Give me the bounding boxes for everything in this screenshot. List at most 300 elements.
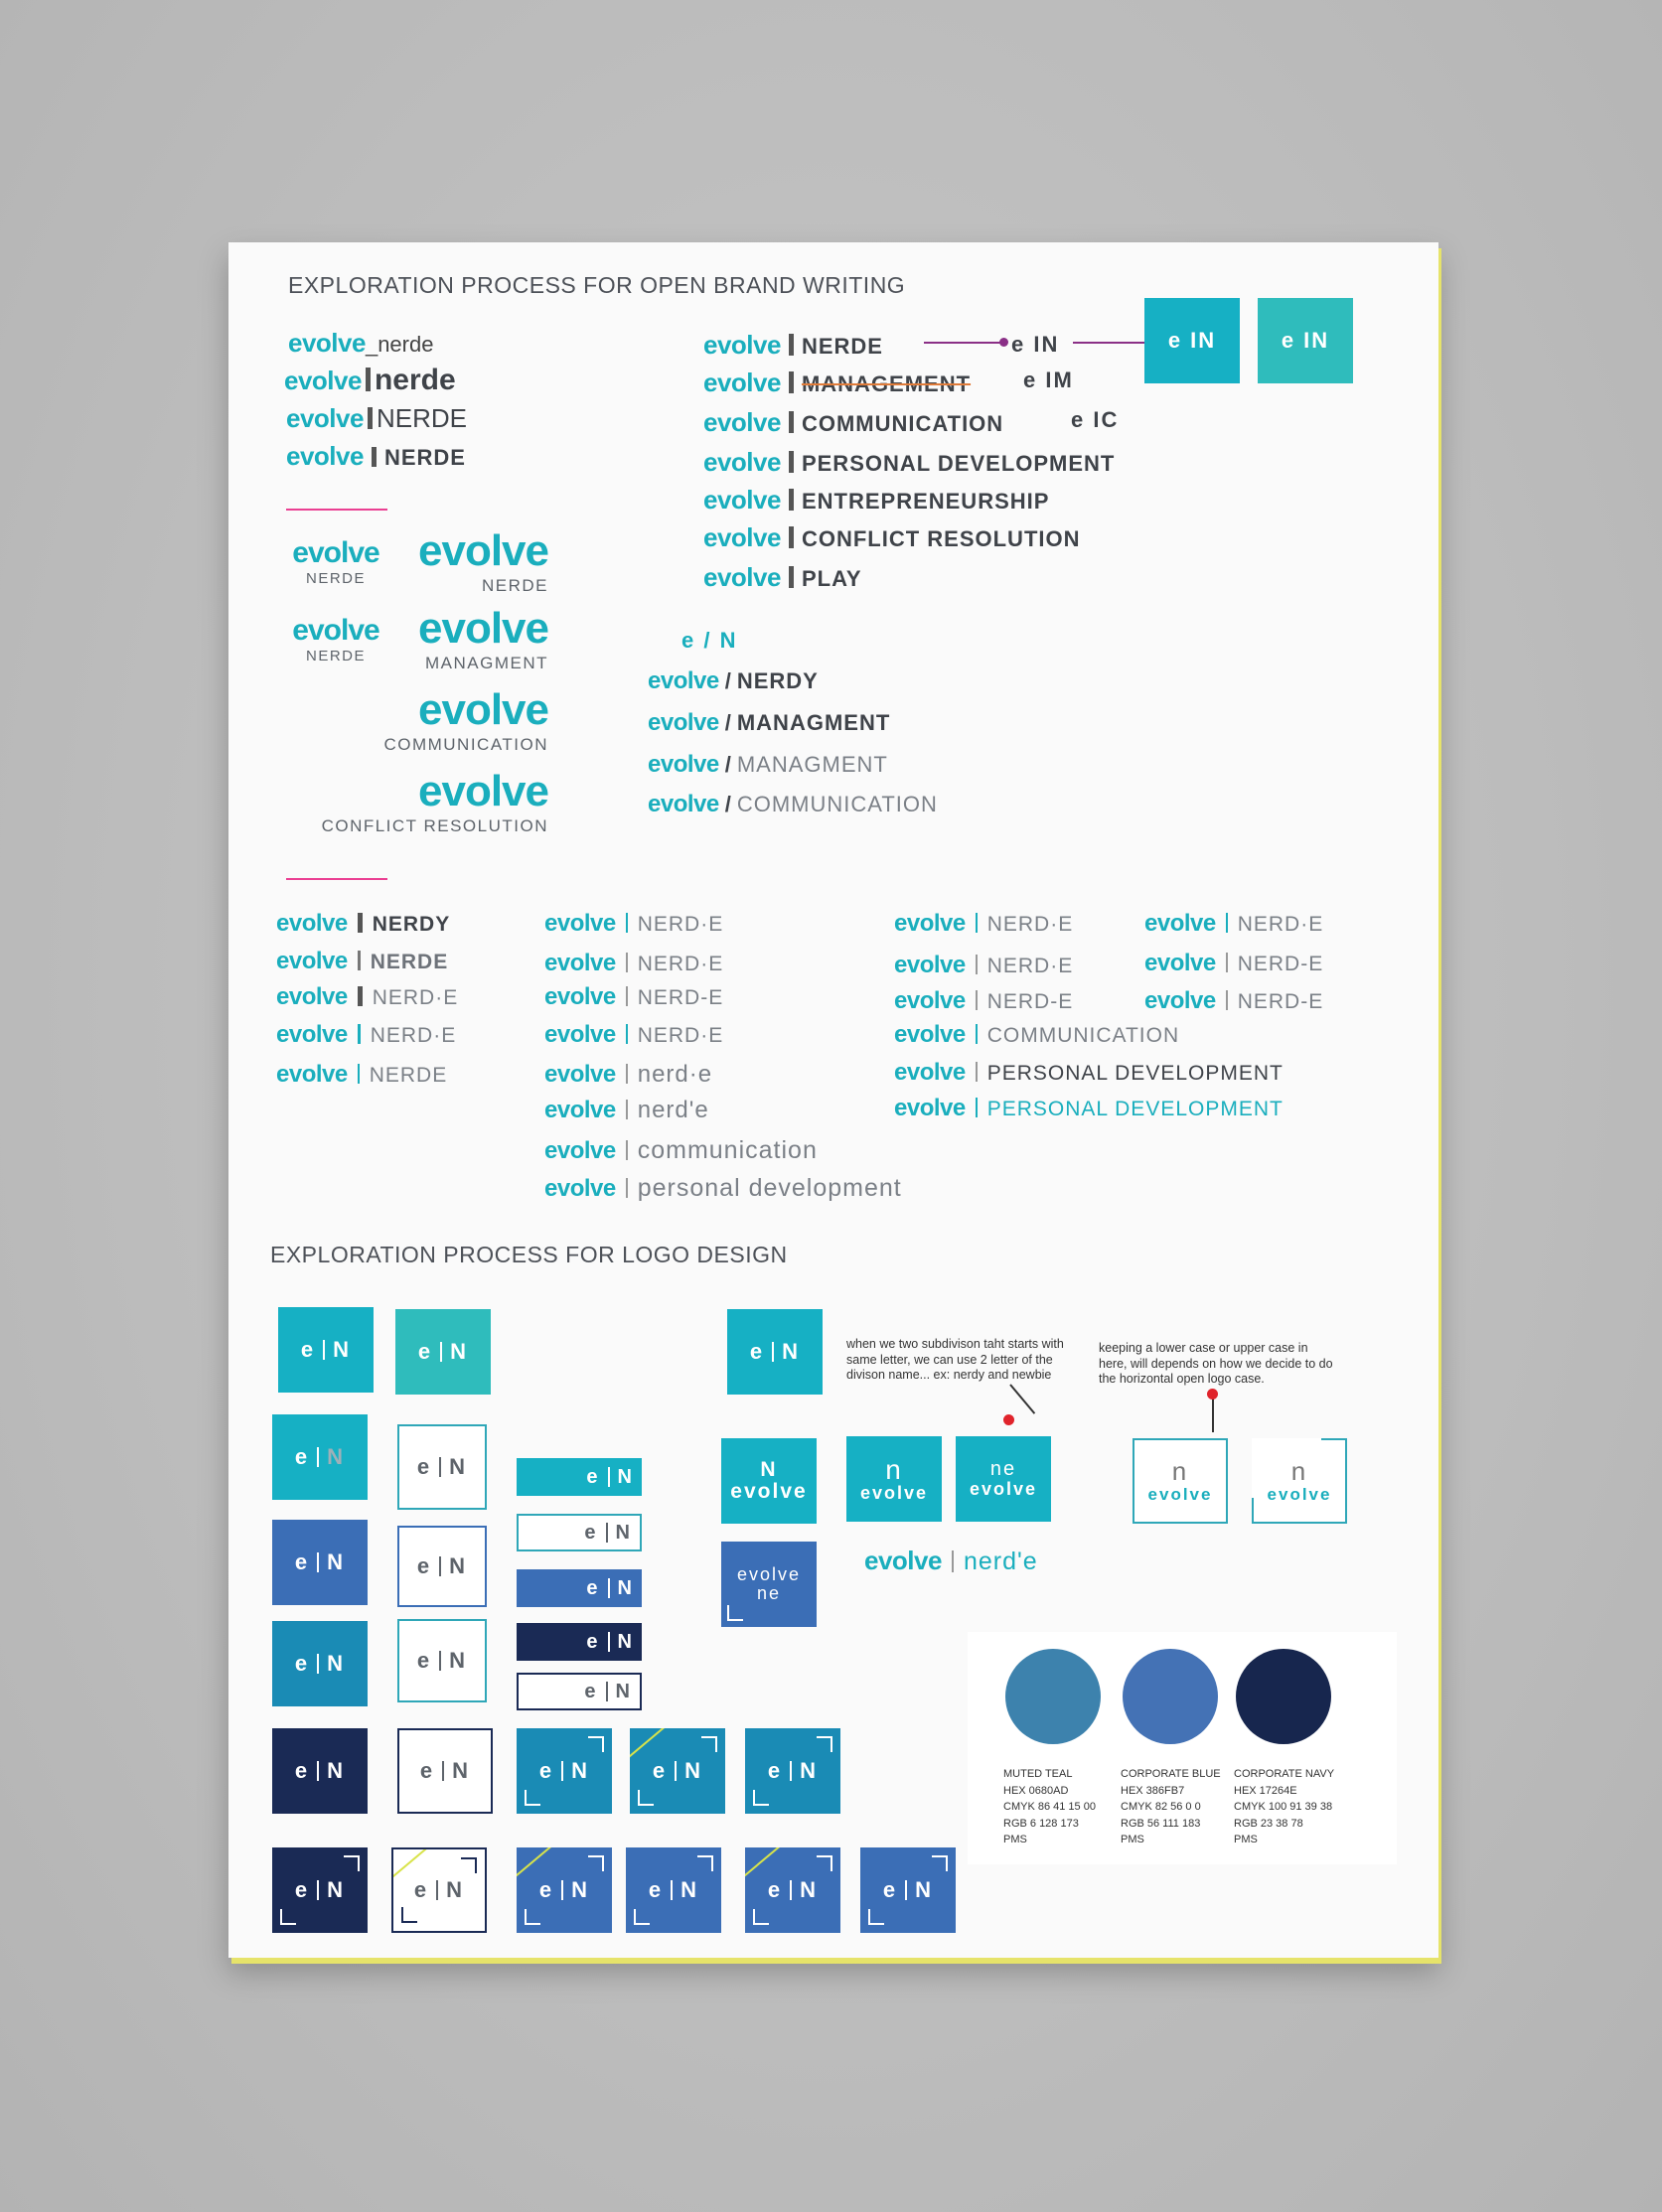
wordmark-row	[894, 952, 1073, 979]
division-label: PERSONAL DEVELOPMENT	[801, 451, 1116, 476]
division-label: ENTREPRENEURSHIP	[801, 489, 1050, 514]
slash-label: MANAGMENT	[736, 752, 888, 777]
swatch-pms: PMS	[1121, 1834, 1144, 1845]
corner-mark	[280, 1909, 296, 1925]
logo-letter-n: N	[452, 1758, 471, 1783]
divider-bar	[789, 526, 794, 548]
swatch-hex: HEX 386FB7	[1121, 1784, 1185, 1797]
divider-bar	[976, 990, 978, 1010]
division-label: PLAY	[801, 566, 862, 591]
division-label: COMMUNICATION	[801, 411, 1004, 436]
logo-letter-n: N	[449, 1648, 468, 1673]
divider-bar	[789, 334, 794, 356]
wordmark-row	[1144, 910, 1323, 938]
logo-letter-n: N	[327, 1758, 346, 1783]
logo-square	[272, 1621, 368, 1706]
wordmark-label: PERSONAL DEVELOPMENT	[986, 1098, 1284, 1120]
divider-bar	[976, 1024, 978, 1044]
divider-bar	[626, 1140, 628, 1160]
wordmark-label: NERD-E	[1237, 990, 1324, 1013]
divider-bar	[358, 986, 363, 1006]
brand-wordmark: evolve	[648, 709, 719, 736]
wordmark-label: communication	[637, 1136, 818, 1164]
logo-square	[278, 1307, 374, 1393]
logo-square	[517, 1673, 642, 1710]
swatch-name: CORPORATE BLUE	[1121, 1768, 1221, 1780]
logo-letter-e: e	[882, 1877, 898, 1902]
logo-divider	[606, 1682, 608, 1701]
annotation-dot	[1207, 1389, 1218, 1400]
logo-letter-e: e	[300, 1337, 316, 1362]
wordmark-label: NERD·E	[370, 1024, 457, 1047]
corner-mark	[817, 1855, 832, 1871]
swatch-muted-teal	[1005, 1649, 1101, 1744]
logo-square	[630, 1728, 725, 1814]
logo-letter-n: N	[449, 1553, 468, 1578]
logo-letter-e: e	[652, 1758, 668, 1783]
stacked-wordmark: evolve CONFLICT RESOLUTION	[321, 767, 548, 835]
brand-wordmark: evolve	[544, 1137, 616, 1164]
swatch-rgb: RGB 56 111 183	[1121, 1817, 1201, 1830]
logo-square: e IN	[1144, 298, 1240, 383]
logo-divider	[905, 1880, 907, 1900]
corner-mark	[634, 1909, 650, 1925]
wordmark-row	[544, 1021, 723, 1049]
swatch-label	[1003, 1766, 1096, 1848]
wordmark-label: NERD·E	[637, 953, 724, 975]
corner-mark	[638, 1790, 654, 1806]
divider-bar	[358, 913, 363, 933]
logo-square	[517, 1458, 642, 1496]
logo-letter-n: N	[800, 1877, 819, 1902]
brand-wordmark: evolve	[703, 447, 781, 477]
wordmark-label: NERD·E	[986, 955, 1074, 977]
divider-bar	[358, 1064, 360, 1084]
logo-letter-e: e	[749, 1339, 765, 1364]
logo-divider	[317, 1552, 319, 1572]
wordmark-row	[544, 1136, 818, 1165]
brand-wordmark: evolve	[544, 1097, 616, 1123]
logo-corner-n: n evolve	[1252, 1438, 1347, 1524]
corner-mark	[461, 1857, 477, 1873]
logo-letter-e: e	[294, 1758, 310, 1783]
logo-letter-n: N	[571, 1877, 590, 1902]
wordmark-row: evolve NERDE	[286, 441, 466, 471]
divider-bar	[789, 566, 794, 588]
slash: /	[724, 668, 731, 693]
poster-sheet	[228, 242, 1438, 1958]
logo-letter-n: N	[680, 1877, 699, 1902]
logo-divider	[608, 1467, 610, 1487]
logo-letter-e: e	[767, 1877, 783, 1902]
divider-bar	[789, 371, 794, 393]
divider-bar	[789, 411, 794, 433]
swatch-hex: HEX 17264E	[1234, 1784, 1297, 1797]
divider-bar	[976, 955, 978, 974]
wordmark-row	[894, 1021, 1179, 1049]
annotation-dot	[999, 338, 1008, 347]
wordmark-row	[1144, 950, 1323, 977]
swatch-pms: PMS	[1234, 1834, 1258, 1845]
logo-letter-n: N	[617, 1576, 634, 1599]
logo-divider	[440, 1342, 442, 1362]
stacked-wordmark: evolve NERDE	[292, 614, 379, 664]
logo-divider	[442, 1761, 444, 1781]
logo-square-ne-lower: ne evolve	[956, 1436, 1051, 1522]
logo-square-evolve-ne: evolve ne	[721, 1542, 817, 1627]
logo-square	[397, 1424, 487, 1510]
logo-divider	[671, 1880, 673, 1900]
logo-divider	[790, 1880, 792, 1900]
swatch-cmyk: CMYK 82 56 0 0	[1121, 1801, 1201, 1813]
divider-bar	[976, 913, 978, 933]
brand-wordmark: evolve	[894, 910, 966, 937]
brand-wordmark: evolve	[894, 987, 966, 1014]
abbrev-in: e IN	[1011, 332, 1060, 357]
logo-letter-e: e	[586, 1576, 600, 1599]
corner-mark	[344, 1855, 360, 1871]
logo-divider	[439, 1651, 441, 1671]
wordmark-row	[1144, 987, 1323, 1015]
wordmark-label: NERD-E	[986, 990, 1074, 1013]
division-row	[703, 330, 883, 361]
logo-square	[272, 1728, 368, 1814]
divider-bar	[358, 1024, 361, 1044]
logo-letter-e: e	[294, 1651, 310, 1676]
logo-square	[391, 1847, 487, 1933]
logo-letter-e: e	[648, 1877, 664, 1902]
logo-divider	[606, 1523, 608, 1543]
logo-divider	[608, 1578, 610, 1598]
logo-letter-n: N	[571, 1758, 590, 1783]
slash-label: NERDY	[736, 668, 819, 693]
wordmark-row	[276, 983, 458, 1011]
slash-row	[648, 751, 888, 779]
wordmark-row	[544, 983, 723, 1011]
divider	[286, 509, 387, 511]
divider-bar	[626, 1024, 628, 1044]
logo-letter-e: e	[294, 1549, 310, 1574]
logo-square	[860, 1847, 956, 1933]
annotation-line	[924, 342, 1003, 344]
brand-wordmark: evolve	[276, 1021, 348, 1048]
brand-wordmark: evolve	[894, 952, 966, 978]
divider-bar	[1226, 990, 1228, 1010]
logo-square	[397, 1526, 487, 1607]
brand-wordmark: evolve	[703, 368, 781, 397]
wordmark-label: NERD·E	[986, 913, 1074, 936]
brand-wordmark: evolve	[703, 522, 781, 552]
brand-wordmark: evolve	[703, 407, 781, 437]
annotation-line	[1073, 342, 1152, 344]
logo-letter-n: N	[333, 1337, 352, 1362]
divider-bar	[626, 953, 628, 972]
swatch-cmyk: CMYK 100 91 39 38	[1234, 1801, 1333, 1813]
annotation-line	[1009, 1384, 1035, 1413]
wordmark-label: personal development	[637, 1174, 902, 1202]
logo-square	[397, 1619, 487, 1702]
corner-mark	[932, 1855, 948, 1871]
logo-letter-e: e	[584, 1521, 598, 1544]
divider-bar	[789, 489, 794, 511]
logo-divider	[317, 1654, 319, 1674]
brand-wordmark: evolve	[1144, 987, 1216, 1014]
logo-square	[272, 1847, 368, 1933]
stacked-wordmark: evolve NERDE	[418, 526, 548, 595]
logo-letter-e: e	[767, 1758, 783, 1783]
wordmark-row: evolve_nerde	[288, 328, 434, 358]
logo-square	[395, 1309, 491, 1395]
section-title-logo-design: EXPLORATION PROCESS FOR LOGO DESIGN	[270, 1242, 788, 1267]
logo-letter-e: e	[417, 1339, 433, 1364]
logo-divider	[608, 1632, 610, 1652]
swatch-corporate-blue	[1123, 1649, 1218, 1744]
slash-row	[648, 791, 938, 818]
logo-letter-e: e	[416, 1553, 432, 1578]
slash-mark: e / N	[681, 628, 738, 653]
abbrev-ic: e IC	[1071, 407, 1120, 432]
brand-wordmark: evolve	[544, 1061, 616, 1088]
corner-mark	[588, 1855, 604, 1871]
logo-outline-n: n evolve	[1133, 1438, 1228, 1524]
corner-mark	[525, 1909, 540, 1925]
logo-letter-e: e	[586, 1630, 600, 1653]
wordmark-label: nerd'e	[637, 1097, 709, 1123]
wordmark-label: nerd·e	[637, 1061, 713, 1088]
wordmark-row: evolve NERDE	[286, 403, 467, 433]
logo-square	[517, 1569, 642, 1607]
brand-wordmark: evolve	[276, 910, 348, 937]
annotation-dot	[1003, 1414, 1014, 1425]
swatch-corporate-navy	[1236, 1649, 1331, 1744]
wordmark-label: NERDE	[370, 951, 449, 973]
corner-mark	[588, 1736, 604, 1752]
brand-wordmark: evolve	[894, 1095, 966, 1121]
logo-square	[745, 1728, 840, 1814]
logo-letter-e: e	[586, 1465, 600, 1488]
wordmark-row	[544, 950, 723, 977]
brand-wordmark: evolve	[703, 562, 781, 592]
swatch-pms: PMS	[1003, 1834, 1027, 1845]
brand-wordmark: evolve	[544, 1175, 616, 1202]
corner-mark	[701, 1736, 717, 1752]
logo-divider	[317, 1447, 319, 1467]
division-row	[703, 562, 862, 593]
wordmark-row: evolve nerde	[284, 364, 456, 396]
corner-mark	[753, 1909, 769, 1925]
wordmark-row	[544, 1174, 902, 1203]
division-row	[703, 485, 1049, 516]
brand-wordmark: evolve	[703, 485, 781, 515]
logo-divider	[561, 1761, 563, 1781]
stacked-wordmark: evolve NERDE	[292, 536, 379, 587]
logo-divider	[561, 1880, 563, 1900]
brand-wordmark: evolve	[1144, 950, 1216, 976]
logo-divider	[439, 1457, 441, 1477]
logo-square	[517, 1623, 642, 1661]
divider	[286, 878, 387, 880]
wordmark-label: NERD·E	[1237, 913, 1324, 936]
brand-wordmark: evolve	[544, 1021, 616, 1048]
brand-wordmark: evolve	[544, 910, 616, 937]
wordmark-row	[544, 1097, 709, 1124]
logo-square: e IN	[1258, 298, 1353, 383]
logo-square-n-lower: n evolve	[846, 1436, 942, 1522]
corner-mark	[525, 1790, 540, 1806]
divider-bar	[626, 1064, 628, 1084]
logo-letter-n: N	[615, 1680, 632, 1702]
logo-square-n-evolve: N evolve	[721, 1438, 817, 1524]
division-label: CONFLICT RESOLUTION	[801, 526, 1081, 551]
logo-divider	[317, 1761, 319, 1781]
logo-letter-n: N	[617, 1630, 634, 1653]
divider-bar	[358, 951, 361, 970]
logo-letter-n: N	[327, 1549, 346, 1574]
brand-wordmark: evolve	[703, 330, 781, 360]
annotation-note: keeping a lower case or upper case in here, will depends on how we decide to do the horizontal open logo case.	[1099, 1341, 1333, 1387]
slash-label: COMMUNICATION	[736, 792, 938, 816]
corner-mark	[401, 1907, 417, 1923]
logo-letter-e: e	[416, 1454, 432, 1479]
brand-wordmark: evolve	[1144, 910, 1216, 937]
logo-letter-e: e	[584, 1680, 598, 1702]
divider-bar	[626, 986, 628, 1006]
logo-divider	[772, 1342, 774, 1362]
logo-divider	[675, 1761, 677, 1781]
logo-square	[626, 1847, 721, 1933]
divider-bar	[626, 1178, 628, 1198]
swatch-hex: HEX 0680AD	[1003, 1784, 1069, 1797]
logo-square	[272, 1520, 368, 1605]
wordmark-nerde: evolve nerd'e	[864, 1546, 1038, 1575]
logo-letter-n: N	[615, 1521, 632, 1544]
logo-square	[727, 1309, 823, 1395]
wordmark-row	[276, 910, 450, 938]
divider-bar	[976, 1062, 978, 1082]
brand-wordmark: evolve	[648, 791, 719, 817]
corner-mark	[697, 1855, 713, 1871]
wordmark-row	[276, 948, 448, 975]
wordmark-row	[894, 1059, 1284, 1087]
logo-letter-n: N	[449, 1454, 468, 1479]
logo-letter-e: e	[413, 1877, 429, 1902]
division-label: NERDE	[801, 334, 883, 359]
logo-divider	[439, 1556, 441, 1576]
slash: /	[724, 792, 731, 816]
logo-square	[517, 1728, 612, 1814]
wordmark-label: NERDY	[372, 913, 451, 936]
stacked-wordmark: evolve MANAGMENT	[418, 604, 548, 672]
brand-wordmark: evolve	[276, 983, 348, 1010]
brand-wordmark: evolve	[544, 983, 616, 1010]
annotation-note: when we two subdivison taht starts with same letter, we can use 2 letter of the divison name... ex: nerdy and newbie	[846, 1337, 1064, 1383]
logo-square	[517, 1847, 612, 1933]
wordmark-row	[894, 910, 1073, 938]
division-row	[703, 368, 971, 398]
divider-bar	[1226, 953, 1228, 972]
logo-letter-n: N	[782, 1339, 801, 1364]
divider-bar	[626, 913, 628, 933]
division-row	[703, 522, 1081, 553]
wordmark-row	[894, 1095, 1284, 1122]
wordmark-row	[276, 1021, 456, 1049]
brand-wordmark: evolve	[544, 950, 616, 976]
logo-divider	[436, 1880, 438, 1900]
slash-row	[648, 709, 890, 737]
logo-letter-e: e	[416, 1648, 432, 1673]
section-title-brand-writing: EXPLORATION PROCESS FOR OPEN BRAND WRITING	[288, 272, 906, 298]
logo-divider	[790, 1761, 792, 1781]
division-row	[703, 447, 1115, 478]
corner-mark	[817, 1736, 832, 1752]
brand-wordmark: evolve	[276, 1061, 348, 1088]
logo-letter-e: e	[294, 1877, 310, 1902]
logo-letter-n: N	[450, 1339, 469, 1364]
wordmark-label: NERD-E	[637, 986, 724, 1009]
logo-letter-e: e	[294, 1444, 310, 1469]
abbrev-im: e IM	[1023, 368, 1074, 392]
logo-letter-n: N	[684, 1758, 703, 1783]
swatch-rgb: RGB 23 38 78	[1234, 1817, 1303, 1830]
logo-square	[272, 1414, 368, 1500]
slash-row	[648, 667, 819, 695]
division-row	[703, 407, 1003, 438]
logo-letter-n: N	[327, 1877, 346, 1902]
swatch-label	[1121, 1766, 1221, 1848]
wordmark-label: NERDE	[369, 1064, 448, 1087]
logo-square	[517, 1514, 642, 1551]
wordmark-label: COMMUNICATION	[986, 1024, 1180, 1047]
brand-wordmark: evolve	[648, 667, 719, 694]
logo-letter-n: N	[617, 1465, 634, 1488]
swatch-name: MUTED TEAL	[1003, 1768, 1073, 1780]
brand-wordmark: evolve	[894, 1021, 966, 1048]
logo-letter-e: e	[538, 1877, 554, 1902]
swatch-label	[1234, 1766, 1334, 1848]
divider-bar	[1226, 913, 1228, 933]
slash: /	[724, 752, 731, 777]
logo-letter-n: N	[446, 1877, 465, 1902]
wordmark-row	[894, 987, 1073, 1015]
corner-mark	[868, 1909, 884, 1925]
wordmark-label: PERSONAL DEVELOPMENT	[986, 1062, 1284, 1085]
swatch-name: CORPORATE NAVY	[1234, 1768, 1335, 1780]
logo-divider	[323, 1340, 325, 1360]
wordmark-label: NERD-E	[1237, 953, 1324, 975]
brand-wordmark: evolve	[276, 948, 348, 974]
logo-letter-e: e	[538, 1758, 554, 1783]
wordmark-label: NERD·E	[637, 913, 724, 936]
slash-label: MANAGMENT	[736, 710, 891, 735]
divider-bar	[976, 1098, 978, 1117]
wordmark-label: NERD·E	[637, 1024, 724, 1047]
stacked-wordmark: evolve COMMUNICATION	[383, 685, 548, 754]
logo-letter-n: N	[327, 1651, 346, 1676]
wordmark-row	[544, 910, 723, 938]
divider-bar	[789, 451, 794, 473]
wordmark-row	[276, 1061, 447, 1089]
wordmark-label: NERD·E	[372, 986, 459, 1009]
divider-bar	[626, 1100, 628, 1119]
logo-letter-n: N	[915, 1877, 934, 1902]
corner-mark	[753, 1790, 769, 1806]
division-label: MANAGEMENT	[801, 371, 972, 396]
logo-letter-e: e	[419, 1758, 435, 1783]
logo-letter-n: N	[800, 1758, 819, 1783]
swatch-cmyk: CMYK 86 41 15 00	[1003, 1801, 1096, 1813]
brand-wordmark: evolve	[894, 1059, 966, 1086]
logo-square	[745, 1847, 840, 1933]
